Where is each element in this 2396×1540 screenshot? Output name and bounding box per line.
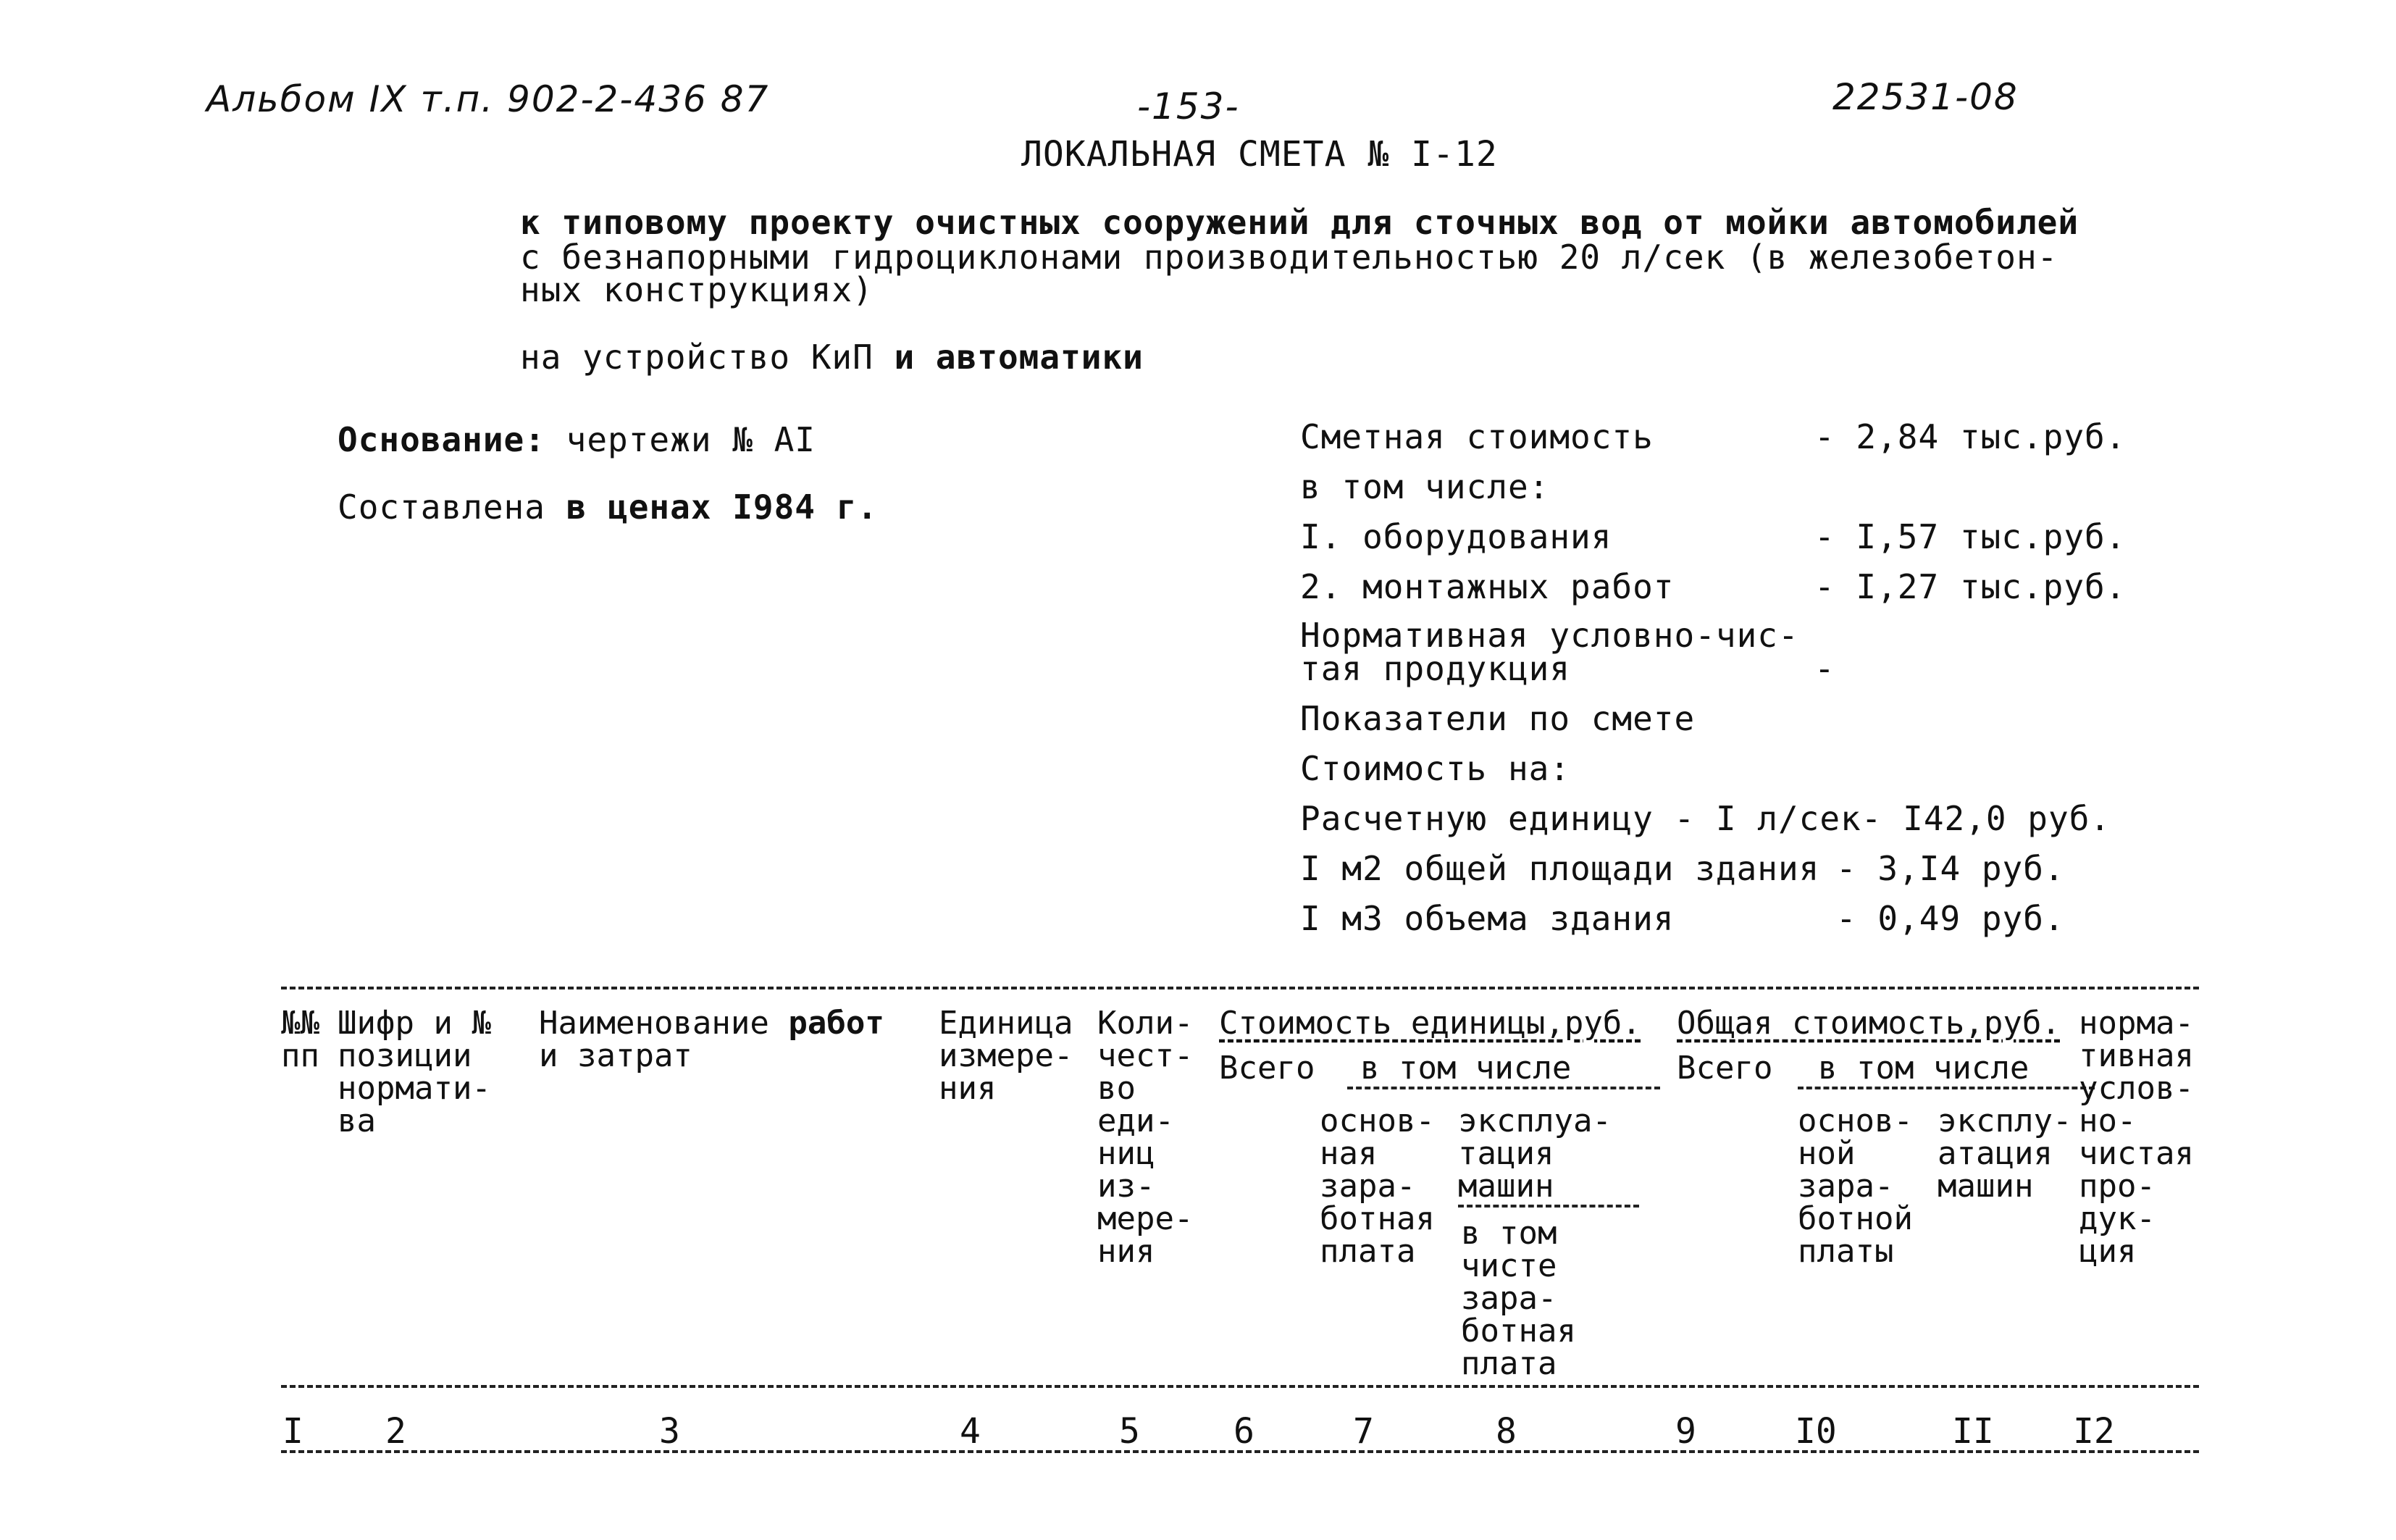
col-num-9: 9: [1675, 1411, 1696, 1452]
cost-label-per-m2: I м2 общей площади здания: [1300, 849, 1820, 888]
page-title: ЛОКАЛЬНАЯ СМЕТА № I-12: [1021, 134, 1498, 175]
col-normative-header: норма- тивная услов- но- чистая про- дук- ция: [2079, 1005, 2194, 1270]
col-num-12: I2: [2073, 1411, 2115, 1452]
col-num-3: 3: [659, 1411, 680, 1452]
cost-value-equipment: - I,57 тыс.руб.: [1814, 517, 2127, 556]
col-code-header: Шифр и № позиции нормати- ва: [338, 1005, 491, 1139]
total-cost-machines-header: эксплу- атация машин: [1938, 1102, 2072, 1205]
total-cost-incl-header: в том числе: [1818, 1050, 2030, 1087]
cost-value-estimated: - 2,84 тыс.руб.: [1814, 417, 2127, 456]
col-quantity-header: Коли- чест- во еди- ниц из- мере- ния: [1097, 1005, 1194, 1270]
cost-value-installation: - I,27 тыс.руб.: [1814, 567, 2127, 606]
unit-cost-incl-header: в том числе: [1360, 1050, 1572, 1087]
cost-label-equipment: I. оборудования: [1300, 517, 1612, 556]
col-num-4: 4: [960, 1411, 981, 1452]
cost-value-per-m3: - 0,49 руб.: [1836, 899, 2065, 938]
col-number-header: №№ пп: [281, 1005, 319, 1074]
col-name-costs: и затрат: [539, 1037, 692, 1074]
basis-label: Основание:: [338, 420, 545, 459]
col-num-7: 7: [1353, 1411, 1374, 1452]
unit-cost-machines-header: эксплуа- тация машин: [1458, 1102, 1612, 1205]
col-num-11: II: [1952, 1411, 1994, 1452]
cost-value-per-m2: - 3,I4 руб.: [1836, 849, 2065, 888]
unit-cost-header: Стоимость единицы,руб.: [1219, 1005, 1641, 1042]
total-cost-total-header: Всего: [1677, 1050, 1773, 1087]
subtitle-line-1: к типовому проекту очистных сооружений для сточных вод от мойки автомобилей: [520, 203, 2079, 242]
cost-label-cost-per: Стоимость на:: [1300, 749, 1571, 788]
col-name-works: работ: [788, 1005, 884, 1042]
total-incl-rule: [1798, 1087, 2095, 1089]
table-numbers-bottom-rule: [281, 1450, 2199, 1453]
subtitle-line-3: ных конструкциях): [520, 270, 874, 309]
prices-line: [338, 489, 878, 525]
subtitle-line-2: с безнапорными гидроциклонами производительностью 20 л/сек (в железобетон-: [520, 238, 2058, 277]
unit-machines-rule: [1458, 1205, 1639, 1208]
cost-label-including: в том числе:: [1300, 467, 1550, 506]
cost-value-normative: -: [1814, 649, 1835, 688]
total-cost-wage-header: основ- ной зара- ботной платы: [1798, 1102, 1913, 1270]
col-num-8: 8: [1496, 1411, 1517, 1452]
document-code: 22531-08: [1832, 76, 2019, 118]
cost-label-normative-2: тая продукция: [1300, 649, 1571, 688]
cost-label-estimated: Сметная стоимость: [1300, 417, 1654, 456]
table-header-bottom-rule: [281, 1385, 2199, 1388]
col-name-header: [539, 1007, 884, 1072]
subtitle-automation: и автоматики: [894, 338, 1144, 377]
album-reference: Альбом IX т.п. 902-2-436 87: [206, 78, 770, 120]
total-cost-header: Общая стоимость,руб.: [1677, 1005, 2061, 1042]
subtitle-line-4: [520, 339, 1144, 375]
col-num-1: I: [282, 1411, 303, 1452]
unit-cost-machine-wage-header: в том чисте зара- ботная плата: [1461, 1215, 1576, 1382]
cost-label-per-m3: I м3 объема здания: [1300, 899, 1675, 938]
table-top-rule: [281, 987, 2199, 989]
col-num-5: 5: [1119, 1411, 1140, 1452]
col-name-word: Наименование: [539, 1005, 769, 1042]
prices-value: в ценах I984 г.: [566, 487, 879, 527]
unit-cost-wage-header: основ- ная зара- ботная плата: [1320, 1102, 1435, 1270]
unit-cost-total-header: Всего: [1219, 1050, 1315, 1087]
basis-value: чертежи № АI: [566, 420, 816, 459]
cost-label-per-unit: Расчетную единицу - I л/сек- I42,0 руб.: [1300, 799, 2111, 838]
basis-line: [338, 422, 816, 458]
page-number: -153-: [1137, 85, 1240, 127]
cost-label-installation: 2. монтажных работ: [1300, 567, 1675, 606]
col-num-2: 2: [385, 1411, 406, 1452]
cost-label-normative-1: Нормативная условно-чис-: [1300, 616, 1799, 655]
col-num-6: 6: [1233, 1411, 1254, 1452]
col-num-10: I0: [1795, 1411, 1837, 1452]
subtitle-work-type: на устройство КиП: [520, 338, 874, 377]
prices-label: Составлена: [338, 487, 545, 527]
unit-incl-rule: [1347, 1087, 1660, 1089]
cost-label-indicators: Показатели по смете: [1300, 699, 1696, 738]
col-unit-header: Единица измере- ния: [939, 1005, 1073, 1107]
